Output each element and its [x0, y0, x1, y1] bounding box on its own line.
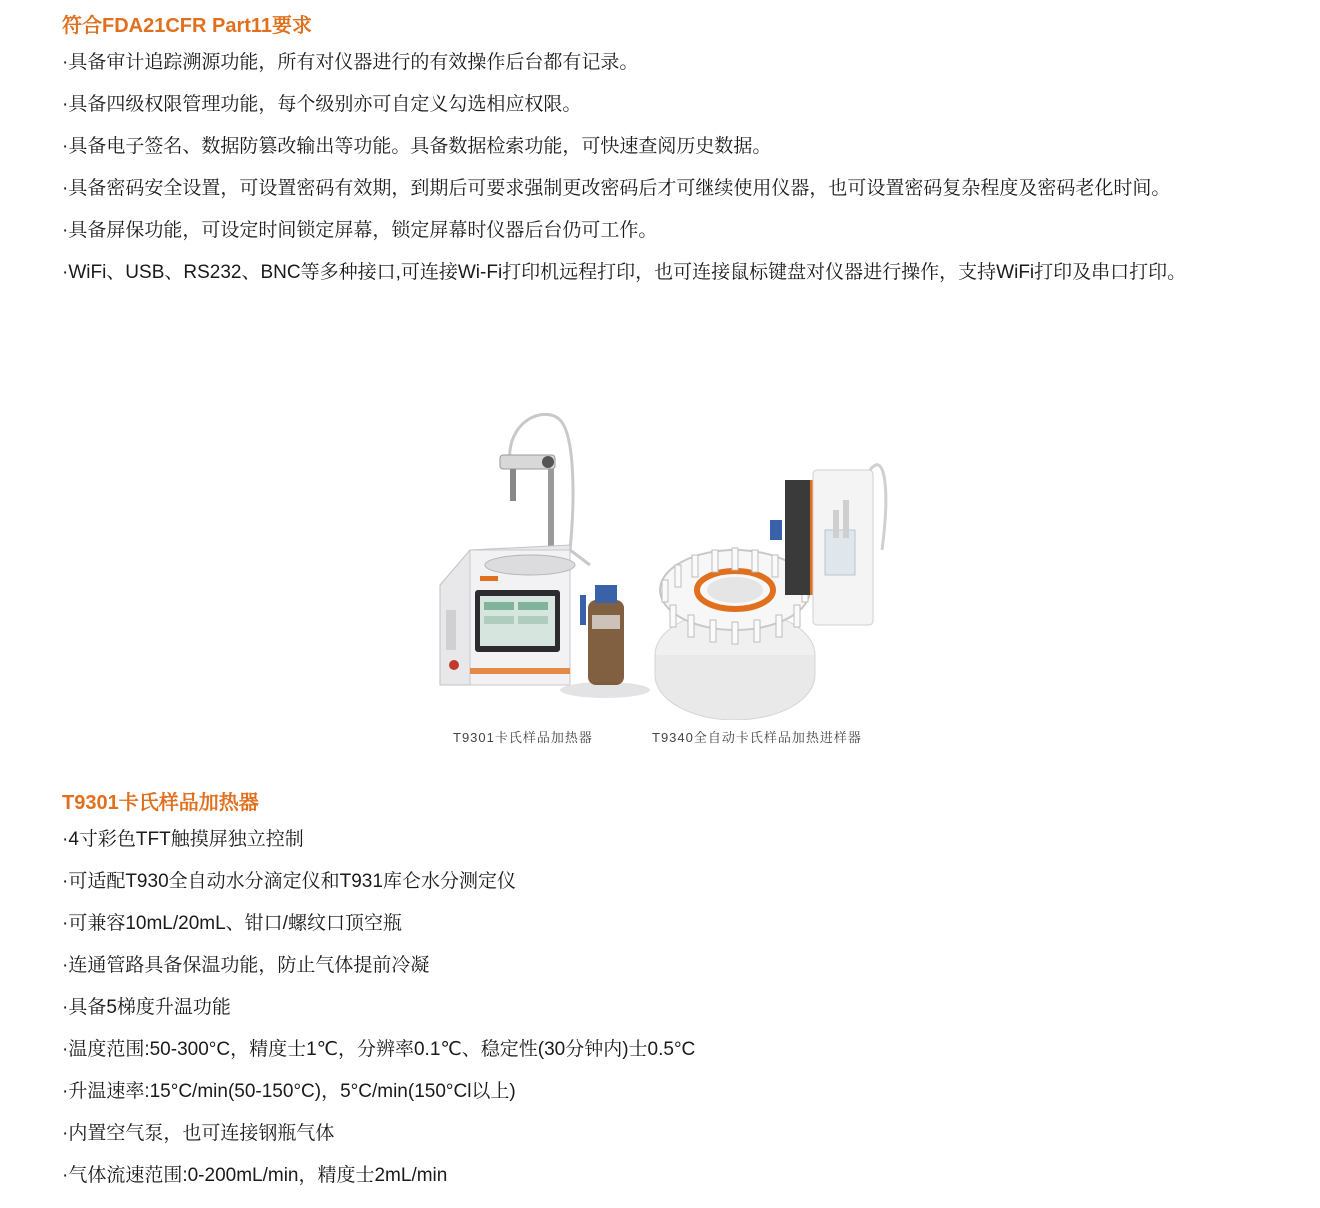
fda-section — [62, 10, 1262, 294]
list-item: ·具备电子签名、数据防篡改输出等功能。具备数据检索功能，可快速查阅历史数据。 — [62, 136, 772, 157]
list-item: ·具备屏保功能，可设定时间锁定屏幕，锁定屏幕时仪器后台仍可工作。 — [62, 220, 658, 241]
list-item: ·4寸彩色TFT触摸屏独立控制 — [62, 829, 304, 850]
list-item: ·具备密码安全设置，可设置密码有效期，到期后可要求强制更改密码后才可继续使用仪器，也可设置密码复杂程度及密码老化时间。 — [62, 178, 1171, 199]
list-item: ·具备5梯度升温功能 — [62, 997, 231, 1018]
list-item: ·具备四级权限管理功能，每个级别亦可自定义勾选相应权限。 — [62, 94, 582, 115]
instruments-illustration — [430, 400, 900, 720]
list-item: ·可适配T930全自动水分滴定仪和T931库仑水分测定仪 — [62, 871, 516, 892]
list-item: ·内置空气泵，也可连接钢瓶气体 — [62, 1123, 335, 1144]
t9301-heading: T9301卡氏样品加热器 — [62, 792, 259, 814]
product-image — [430, 400, 900, 755]
list-item: ·连通管路具备保温功能，防止气体提前冷凝 — [62, 955, 430, 976]
t9301-heater-drawing — [440, 414, 650, 698]
list-item: ·升温速率:15°C/min(50-150°C)，5°C/min(150°Cl以上) — [62, 1081, 516, 1102]
list-item: ·气体流速范围:0-200mL/min，精度士2mL/min — [62, 1165, 448, 1186]
list-item: ·可兼容10mL/20mL、钳口/螺纹口顶空瓶 — [62, 913, 402, 934]
caption-t9301: T9301卡氏样品加热器 — [453, 730, 593, 745]
list-item: ·温度范围:50-300°C，精度士1℃，分辨率0.1℃、稳定性(30分钟内)士0.5°C — [62, 1039, 696, 1060]
fda-feature-list — [62, 42, 1262, 294]
fda-heading: 符合FDA21CFR Part11要求 — [62, 15, 313, 37]
t9301-spec-list — [62, 819, 1262, 1197]
list-item: ·WiFi、USB、RS232、BNC等多种接口,可连接Wi-Fi打印机远程打印，也可连接鼠标键盘对仪器进行操作，支持WiFi打印及串口打印。 — [62, 262, 1187, 283]
t9301-section — [62, 787, 1262, 1197]
caption-t9340: T9340全自动卡氏样品加热进样器 — [652, 730, 862, 745]
list-item: ·具备审计追踪溯源功能，所有对仪器进行的有效操作后台都有记录。 — [62, 52, 639, 73]
t9340-autosampler-drawing — [655, 465, 886, 720]
